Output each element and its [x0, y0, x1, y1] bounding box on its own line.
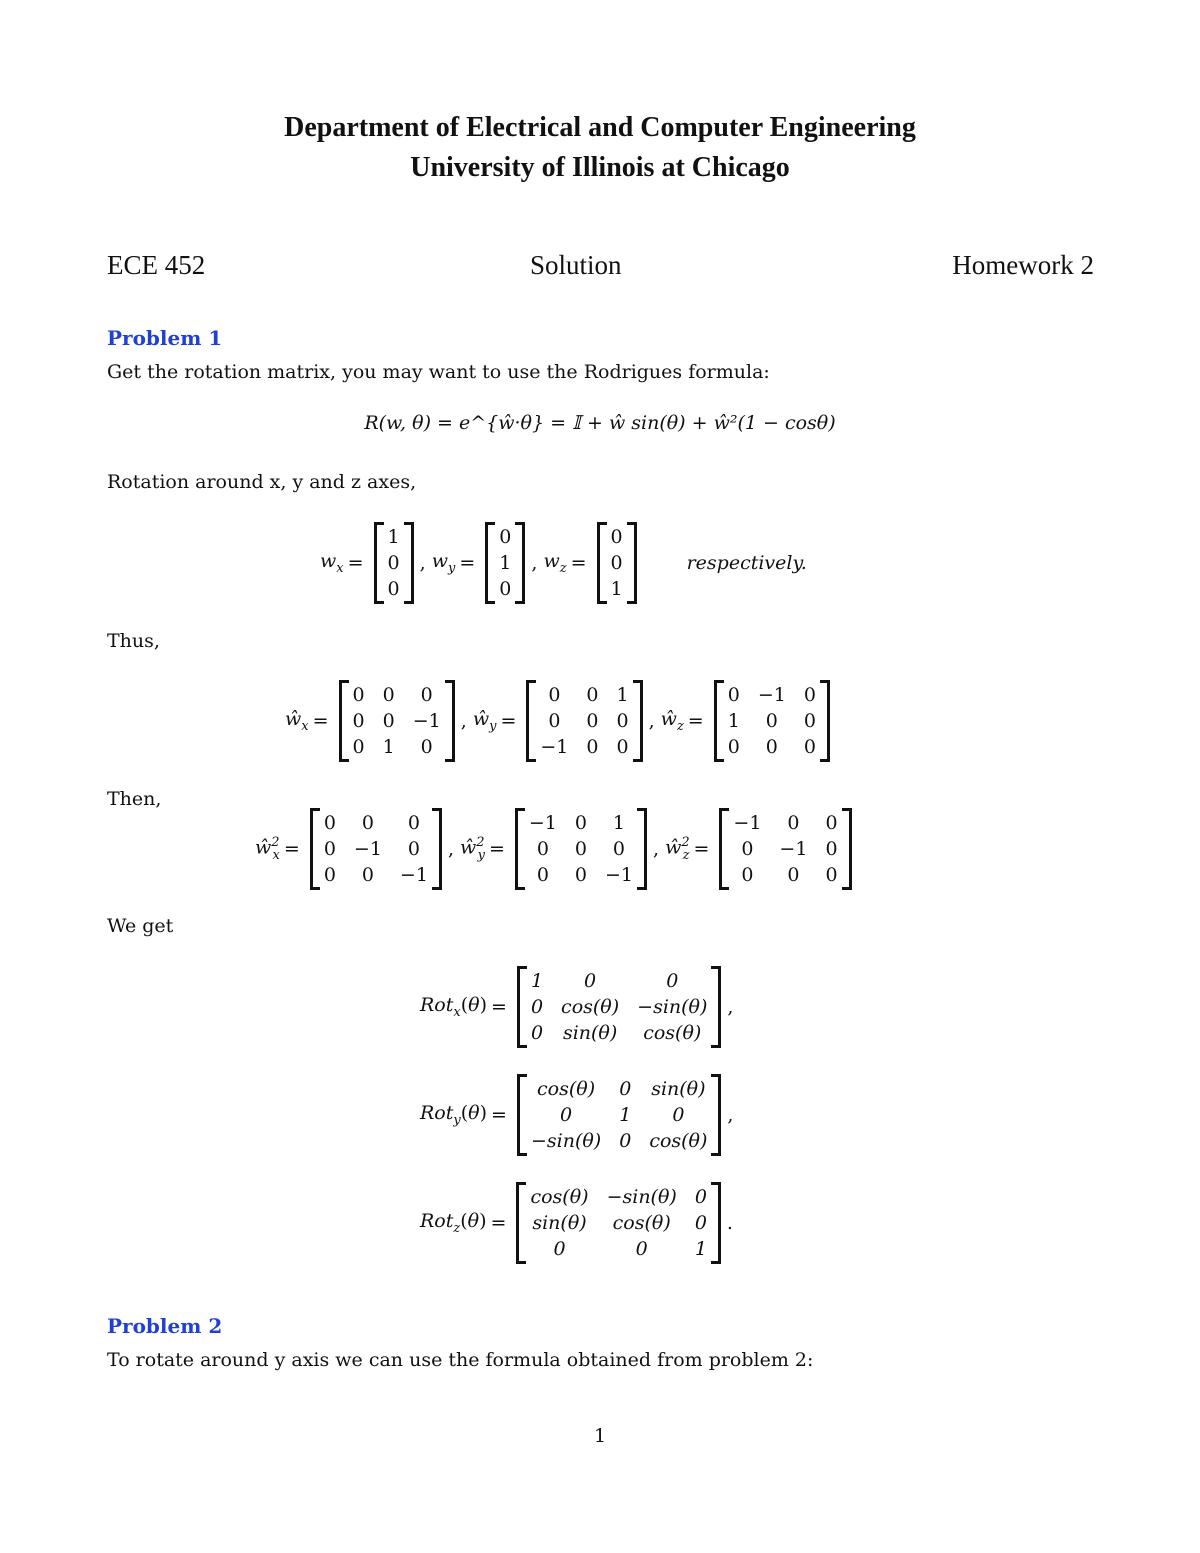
- matrix-cell: 0: [420, 684, 433, 706]
- axis-vectors: $w_x$ = 1 0 0 , $w_y$ = 0 1 0 , $w_z$ = 0 0 1 respectively.: [320, 522, 807, 604]
- matrix-what-x: [339, 680, 455, 762]
- matrix-cell: 0: [352, 736, 365, 758]
- matrix-cell: 1: [612, 812, 626, 834]
- matrix-cell: 1: [694, 1238, 707, 1260]
- matrix-cell: 0: [387, 578, 400, 600]
- rodrigues-formula-text: R(w, θ) = e^{ŵ·θ} = 𝕀 + ŵ sin(θ) + ŵ²(1 − cosθ): [364, 412, 836, 434]
- matrix-cell: −1: [733, 812, 762, 834]
- matrix-cell: 0: [420, 736, 433, 758]
- matrix-cell: sin(θ): [651, 1078, 706, 1100]
- matrix-cell: 0: [548, 684, 561, 706]
- skew-matrices: $ŵ_x$ = 0 0 0 0 0 −1 0 1 0 , $ŵ_y$ = 0 0 1 0 0 0 −1 0 0 , $ŵ_z$ = 0 −1 0 1 0 0 0 0 0: [285, 680, 836, 762]
- matrix-cell: −1: [779, 838, 808, 860]
- problem-2-intro: To rotate around y axis we can use the formula obtained from problem 2:: [107, 1349, 814, 1371]
- matrix-cell: 0: [499, 526, 512, 548]
- matrix-cell: 1: [530, 970, 544, 992]
- vector-wx: [374, 522, 414, 604]
- matrix-cell: 0: [825, 838, 838, 860]
- matrix-cell: 0: [610, 552, 623, 574]
- matrix-cell: 0: [536, 864, 549, 886]
- matrix-cell: 0: [741, 838, 754, 860]
- rodrigues-formula: [0, 412, 1200, 434]
- matrix-cell: 0: [553, 1238, 566, 1260]
- matrix-cell: 0: [574, 838, 587, 860]
- matrix-cell: 0: [672, 1104, 685, 1126]
- matrix-cell: 1: [727, 710, 740, 732]
- matrix-cell: 0: [765, 710, 778, 732]
- matrix-cell: 0: [616, 710, 629, 732]
- matrix-cell: 0: [323, 864, 336, 886]
- matrix-cell: 0: [787, 812, 800, 834]
- problem-2-heading: Problem 2: [107, 1314, 223, 1338]
- matrix-cell: 0: [610, 526, 623, 548]
- matrix-cell: 0: [530, 1022, 544, 1044]
- matrix-cell: 0: [787, 864, 800, 886]
- matrix-cell: 0: [387, 552, 400, 574]
- matrix-cell: 0: [803, 710, 816, 732]
- matrix-cell: cos(θ): [612, 1212, 671, 1234]
- matrix-cell: 0: [727, 736, 740, 758]
- matrix-cell: 0: [825, 812, 838, 834]
- matrix-cell: 0: [765, 736, 778, 758]
- matrix-cell: cos(θ): [530, 1186, 589, 1208]
- matrix-cell: 0: [803, 736, 816, 758]
- then-text: Then,: [107, 788, 162, 810]
- matrix-what-y: [526, 680, 642, 762]
- doc-type: Solution: [530, 250, 622, 280]
- matrix-cell: 0: [619, 1078, 632, 1100]
- page-number: 1: [593, 1425, 607, 1447]
- matrix-cell: 0: [741, 864, 754, 886]
- problem-1-heading: Problem 1: [107, 326, 223, 350]
- matrix-what2-y: [515, 808, 647, 890]
- matrix-cell: 1: [382, 736, 395, 758]
- matrix-cell: 0: [586, 684, 599, 706]
- matrix-cell: 0: [361, 812, 374, 834]
- matrix-cell: 0: [574, 864, 587, 886]
- matrix-cell: 1: [619, 1104, 632, 1126]
- vector-wy: [485, 522, 525, 604]
- matrix-cell: −1: [757, 684, 786, 706]
- matrix-cell: 0: [323, 812, 336, 834]
- matrix-cell: −sin(θ): [606, 1186, 677, 1208]
- matrix-cell: 0: [352, 684, 365, 706]
- matrix-cell: 0: [619, 1130, 632, 1152]
- matrix-cell: cos(θ): [561, 996, 620, 1018]
- matrix-cell: cos(θ): [643, 1022, 702, 1044]
- matrix-cell: 0: [727, 684, 740, 706]
- matrix-cell: 0: [530, 996, 544, 1018]
- thus-text: Thus,: [107, 630, 160, 652]
- matrix-cell: 0: [323, 838, 336, 860]
- matrix-cell: 0: [825, 864, 838, 886]
- matrix-cell: 0: [694, 1212, 707, 1234]
- matrix-cell: −sin(θ): [530, 1130, 602, 1152]
- matrix-cell: 0: [666, 970, 679, 992]
- matrix-cell: −1: [604, 864, 633, 886]
- problem-1-intro: Get the rotation matrix, you may want to use the Rodrigues formula:: [107, 361, 770, 383]
- matrix-cell: 0: [694, 1186, 707, 1208]
- squared-matrices: $ŵ^2_x$ = 0 0 0 0 −1 0 0 0 −1 , $ŵ^2_y$ = −1 0 1 0 0 0 0 0 −1 , $ŵ^2_z$ = −1 0 0 0 −1 0 0 0 0: [255, 808, 858, 890]
- rot-z-equation: Rot$_z$(θ) = cos(θ) −sin(θ) 0 sin(θ) cos(θ) 0 0 0 1 .: [420, 1182, 733, 1264]
- respectively-label: respectively.: [686, 552, 807, 574]
- matrix-cell: 0: [407, 838, 420, 860]
- matrix-cell: sin(θ): [562, 1022, 618, 1044]
- matrix-rot-x: [517, 966, 721, 1048]
- matrix-cell: 1: [387, 526, 400, 548]
- matrix-cell: 0: [586, 736, 599, 758]
- department-title: Department of Electrical and Computer Engineering: [284, 112, 916, 143]
- matrix-cell: 0: [536, 838, 549, 860]
- matrix-cell: sin(θ): [532, 1212, 587, 1234]
- assignment-name: Homework 2: [952, 250, 1094, 280]
- matrix-cell: −1: [399, 864, 428, 886]
- matrix-cell: 0: [499, 578, 512, 600]
- matrix-cell: cos(θ): [537, 1078, 596, 1100]
- rot-y-equation: Rot$_y$(θ) = cos(θ) 0 sin(θ) 0 1 0 −sin(θ) 0 cos(θ) ,: [420, 1074, 733, 1156]
- matrix-cell: 0: [574, 812, 587, 834]
- matrix-cell: 0: [560, 1104, 573, 1126]
- matrix-cell: −1: [528, 812, 557, 834]
- matrix-cell: 1: [499, 552, 512, 574]
- matrix-rot-z: [516, 1182, 720, 1264]
- matrix-cell: −1: [540, 736, 569, 758]
- matrix-cell: 0: [612, 838, 626, 860]
- matrix-cell: 0: [803, 684, 816, 706]
- matrix-cell: −1: [412, 710, 441, 732]
- rot-x-equation: Rot$_x$(θ) = 1 0 0 0 cos(θ) −sin(θ) 0 sin(θ) cos(θ) ,: [420, 966, 733, 1048]
- matrix-rot-y: [517, 1074, 721, 1156]
- matrix-cell: 0: [635, 1238, 648, 1260]
- matrix-what-z: [714, 680, 830, 762]
- axes-text: Rotation around x, y and z axes,: [107, 471, 417, 493]
- matrix-cell: 0: [548, 710, 561, 732]
- matrix-cell: 0: [584, 970, 597, 992]
- matrix-cell: 0: [352, 710, 365, 732]
- matrix-cell: 1: [616, 684, 629, 706]
- matrix-cell: 0: [616, 736, 629, 758]
- matrix-cell: 0: [361, 864, 374, 886]
- matrix-cell: −sin(θ): [637, 996, 708, 1018]
- course-code: ECE 452: [107, 250, 206, 280]
- matrix-cell: 0: [407, 812, 420, 834]
- matrix-what2-z: [719, 808, 851, 890]
- matrix-cell: cos(θ): [649, 1130, 708, 1152]
- matrix-cell: 0: [382, 684, 395, 706]
- matrix-cell: 0: [382, 710, 395, 732]
- we-get-text: We get: [107, 915, 174, 937]
- vector-wz: [597, 522, 637, 604]
- matrix-what2-x: [310, 808, 442, 890]
- university-title: University of Illinois at Chicago: [410, 152, 790, 183]
- matrix-cell: 1: [610, 578, 623, 600]
- matrix-cell: 0: [586, 710, 599, 732]
- matrix-cell: −1: [353, 838, 382, 860]
